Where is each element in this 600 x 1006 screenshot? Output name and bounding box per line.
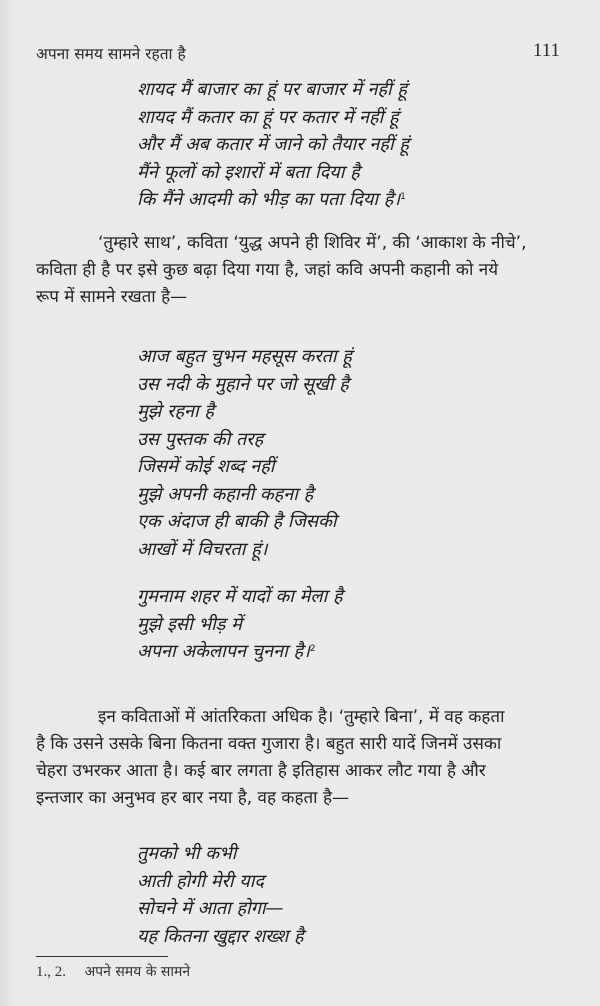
- verse-line: कि मैंने आदमी को भीड़ का पता दिया है।$^1$: [137, 189, 406, 210]
- paragraph-line: कविता ही है पर इसे कुछ बढ़ा दिया गया है, जहां कवि अपनी कहानी को नये: [36, 260, 499, 280]
- verse-line: एक अंदाज ही बाकी है जिसकी: [137, 511, 337, 532]
- verse-line: मैंने फूलों को इशारों में बता दिया है: [137, 161, 360, 183]
- footnote-ref: 1: [400, 192, 406, 202]
- verse-line: शायद मैं कतार का हूं पर कतार में नहीं हूं: [137, 106, 399, 128]
- verse-line: मुझे अपनी कहानी कहना है: [137, 483, 314, 505]
- verse-line: मुझे इसी भीड़ में: [137, 613, 242, 635]
- verse-line: जिसमें कोई शब्द नहीं: [137, 456, 275, 477]
- verse-line: आखों में विचरता हूं।: [137, 538, 268, 560]
- verse-line: आज बहुत चुभन महसूस करता हूं: [137, 346, 352, 367]
- verse-line: तुमको भी कभी: [137, 843, 237, 864]
- footnote-mark: 1., 2.: [36, 964, 66, 980]
- verse-line: गुमनाम शहर में यादों का मेला है: [137, 586, 343, 607]
- verse-line: मुझे रहना है: [137, 401, 214, 422]
- footnote-text: अपने समय के सामने: [84, 964, 191, 980]
- footnote-ref: 2: [309, 644, 316, 654]
- paragraph-line: है कि उसने उसके बिना कितना वक्त गुजारा है। बहुत सारी यादें जिनमें उसका: [36, 734, 502, 754]
- verse-line: और मैं अब कतार में जाने को तैयार नहीं हूं: [137, 134, 409, 155]
- page-header: [36, 42, 564, 66]
- paragraph-line: इन्तजार का अनुभव हर बार नया है, वह कहता है—: [36, 788, 350, 808]
- verse-line: शायद मैं बाजार का हूं पर बाजार में नहीं हूं: [137, 79, 407, 100]
- verse-block-2: [137, 343, 352, 563]
- paragraph-line: ‘तुम्हारे साथ’, कविता ‘युद्ध अपने ही शिविर में’, की ‘आकाश के नीचे’,: [98, 233, 527, 253]
- paragraph-line: इन कविताओं में आंतरिकता अधिक है। ‘तुम्हारे बिना’, में वह कहता: [98, 707, 505, 727]
- verse-block-2-stanza-2: [137, 583, 343, 666]
- paragraph-2: [36, 704, 570, 812]
- verse-line: सोचने में आता होगा—: [137, 898, 284, 919]
- paragraph-line: चेहरा उभरकर आता है। कई बार लगता है इतिहास आकर लौट गया है और: [36, 761, 486, 781]
- paragraph-line: रूप में सामने रखता है—: [36, 287, 188, 307]
- verse-line: उस पुस्तक की तरह: [137, 428, 264, 450]
- paragraph-1: [36, 230, 570, 311]
- running-head: अपना समय सामने रहता है: [36, 45, 186, 63]
- footnote: [36, 962, 190, 981]
- verse-block-3: [137, 840, 304, 950]
- verse-line: उस नदी के मुहाने पर जो सूखी है: [137, 373, 349, 395]
- footnote-divider: [36, 956, 168, 957]
- verse-line: यह कितना खुद्दार शख्श है: [137, 925, 304, 947]
- verse-line: अपना अकेलापन चुनना है।$^2$: [137, 641, 316, 662]
- page-number: 111: [532, 40, 560, 61]
- verse-block-1: [137, 76, 409, 214]
- verse-line: आती होगी मेरी याद: [137, 870, 264, 892]
